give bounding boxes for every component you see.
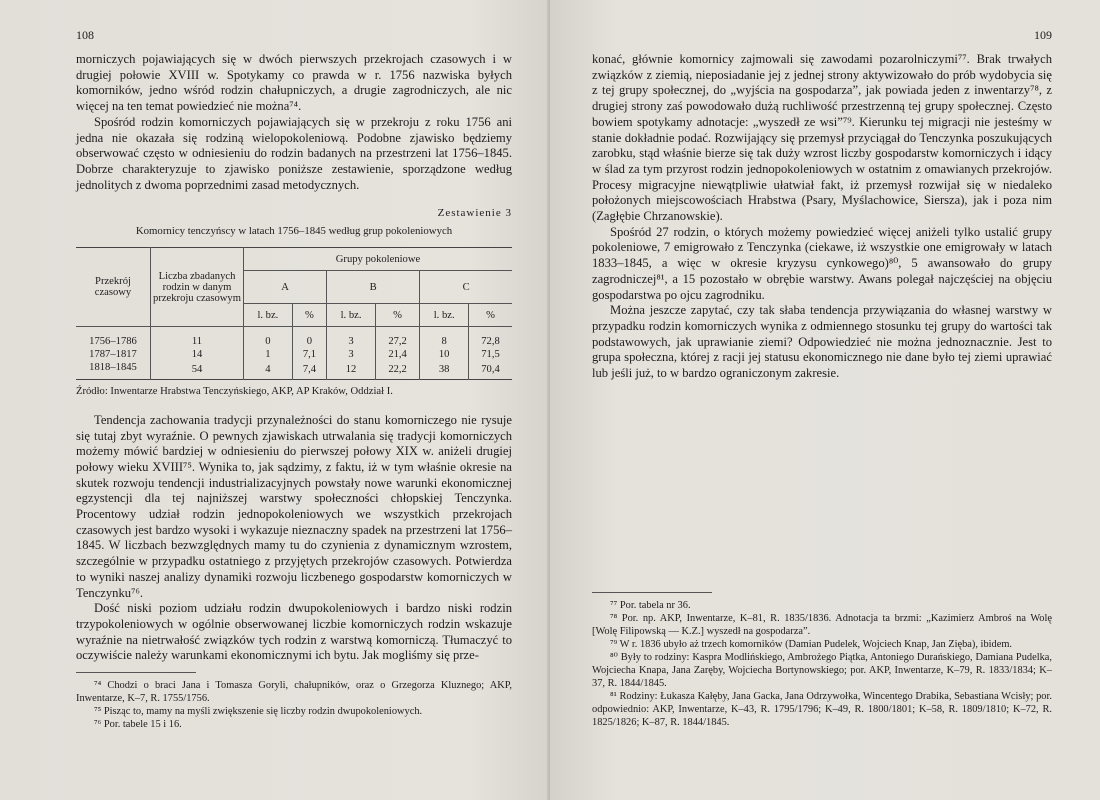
table-row bbox=[76, 348, 512, 361]
page-number: 108 bbox=[76, 28, 94, 42]
cell-b-n: 3 bbox=[327, 348, 376, 361]
paragraph: Spośród 27 rodzin, o których możemy powiedzieć więcej aniżeli tylko ustalić grupy pokoleniowe, 7 emigrowało z Tenczynka (ciekawe, iż wszystkie one emigrowały w latach 1833–1845, a więc w okresie kryzysu cynkowego)⁸⁰, 5 awansowało do grupy zagrodniczej⁸¹, a 15 pozostało w obrębie warstwy. Awans polegał najczęściej na objęciu gospodarstwa po ojcu zagrodniku. bbox=[592, 224, 1052, 302]
cell-count: 14 bbox=[151, 348, 244, 361]
paragraph: Można jeszcze zapytać, czy tak słaba tendencja przywiązania do własnej warstwy w przypadku rodzin komorniczych wynika z odmiennego stosunku tej grupy do wartości tak podstawowych, jak uprawianie ziemi? Odpowiedzieć nie można jednoznacznie. Jest to grupa społeczna, której z racji jej statusu ekonomicznego nie dane było tej ziemi uprawiać lub jeśli już, to w bardzo ograniczonym zakresie. bbox=[592, 303, 1052, 381]
col-header-period: Przekrój czasowy bbox=[76, 248, 151, 327]
footnote-separator bbox=[592, 592, 712, 593]
cell-c-n: 10 bbox=[420, 348, 469, 361]
sub-header-pct: % bbox=[469, 304, 512, 327]
paragraph: Tendencja zachowania tradycji przynależności do stanu komorniczego nie rysuje się tutaj zbyt wyraźnie. O pewnych zjawiskach utrwalania się tradycji komorniczych możemy mówić bardziej w odniesieniu do pierwszej połowy XIX w. aniżeli drugiej połowy wieku XVIII⁷⁵. Wynika to, jak sądzimy, z faktu, iż w tym właśnie okresie na skutek rozwoju tendencji industrializacyjnych powstały nowe warunki ekonomicznej egzystencji dla tej najniższej warstwy społeczności chłopskiej Tenczynka. Procentowy udział rodzin jednopokoleniowych we wszystkich przekrojach czasowych jest bardzo wysoki i wykazuje nieznaczny spadek na przestrzeni lat 1756–1845. W liczbach bezwzględnych mamy tu do czynienia z dynamicznym wzrostem, szczególnie w przypadku ostatniego z przyjętych przekrojów czasowych. Potwierdza to wyniki naszej analizy dynamiki rozwoju liczbenego gospodarstw komorniczych w Tenczynku⁷⁶. bbox=[76, 412, 512, 600]
footnote: ⁷⁶ Por. tabele 15 i 16. bbox=[94, 719, 182, 731]
cell-c-pct: 70,4 bbox=[469, 361, 512, 380]
left-page-body bbox=[76, 52, 512, 731]
right-page bbox=[550, 0, 1100, 800]
cell-a-n: 0 bbox=[244, 335, 293, 348]
cell-period: 1787–1817 bbox=[89, 348, 137, 360]
footnote: ⁸⁰ Były to rodziny: Kaspra Modlińskiego, Ambrożego Piątka, Antoniego Durańskiego, Damiana Pudelka, Wojciecha Knapa, Jana Zaręby, Wojciecha Bortynowskiego; por. AKP, Inwentarze, K–79, R. 1833/1834; K–37, R. 1844/1845. bbox=[592, 652, 1052, 689]
footnote: ⁷⁵ Pisząc to, mamy na myśli zwiększenie się liczby rodzin dwupokoleniowych. bbox=[94, 706, 423, 718]
right-page-body bbox=[592, 52, 1052, 382]
table-row bbox=[76, 335, 512, 348]
group-b-header: B bbox=[327, 271, 420, 304]
paragraph: konać, głównie komornicy zajmowali się zawodami pozarolniczymi⁷⁷. Brak trwałych związków z ziemią, nieposiadanie jej z jednej strony aktywizowało do prób wydobycia się z tej grupy społecznej, do „wyjścia na gospodarza”, jak powiada jeden z inwentarzy⁷⁸, z drugiej strony zaś powodowało dużą ruchliwość przestrzenną tej grupy społecznej. Często bowiem spotykamy adnotacje: „wyszedł ze wsi”⁷⁹. Kierunku tej migracji nie jesteśmy w stanie dokładnie podać. Rozwijający się przemysł przyciągał do Tenczynka poszukujących zarobku, stąd właśnie bierze się tak duży wzrost liczby gospodarstw komorniczych i idący w ślad za tym przyrost rodzin jednopokoleniowych w ostatnim z omawianych przekrojów. Procesy migracyjne niewątpliwie ułatwiał fakt, iż przemysł rozwijał się w niedaleko położonych miejscowościach Hrabstwa (Psary, Myślachowice, Siersza), jak i poza nim (Zagłębie Chrzanowskie). bbox=[592, 52, 1052, 224]
cell-a-pct: 7,4 bbox=[292, 361, 326, 380]
page-number: 109 bbox=[1034, 28, 1052, 42]
sub-header-pct: % bbox=[292, 304, 326, 327]
footnote: ⁷⁴ Chodzi o braci Jana i Tomasza Goryli, chałupników, oraz o Grzegorza Kluznego; AKP, Inwentarze, K–7, R. 1755/1756. bbox=[76, 680, 512, 705]
cell-b-pct: 21,4 bbox=[375, 348, 419, 361]
cell-a-pct: 7,1 bbox=[292, 348, 326, 361]
group-a-header: A bbox=[244, 271, 327, 304]
table-source: Źródło: Inwentarze Hrabstwa Tenczyńskiego, AKP, AP Kraków, Oddział I. bbox=[76, 385, 393, 397]
footnote: ⁷⁷ Por. tabela nr 36. bbox=[610, 600, 691, 611]
sub-header-lbz: l. bz. bbox=[420, 304, 469, 327]
cell-period: 1756–1786 bbox=[89, 335, 137, 347]
footnote-separator bbox=[76, 672, 196, 673]
cell-a-pct: 0 bbox=[292, 335, 326, 348]
sub-header-lbz: l. bz. bbox=[327, 304, 376, 327]
table-label: Zestawienie 3 bbox=[437, 207, 512, 220]
cell-count: 54 bbox=[151, 361, 244, 380]
cell-b-n: 12 bbox=[327, 361, 376, 380]
table-row bbox=[76, 361, 512, 380]
group-c-header: C bbox=[420, 271, 512, 304]
cell-c-pct: 71,5 bbox=[469, 348, 512, 361]
cell-a-n: 4 bbox=[244, 361, 293, 380]
footnote: ⁷⁹ W r. 1836 ubyło aż trzech komorników (Damian Pudelek, Wojciech Knap, Jan Zięba), ibidem. bbox=[610, 639, 1013, 650]
table-title: Komornicy tenczyńscy w latach 1756–1845 według grup pokoleniowych bbox=[135, 225, 453, 238]
right-footnotes bbox=[592, 584, 1052, 729]
generation-groups-table bbox=[76, 247, 512, 380]
cell-c-n: 38 bbox=[420, 361, 469, 380]
cell-a-n: 1 bbox=[244, 348, 293, 361]
cell-b-pct: 22,2 bbox=[375, 361, 419, 380]
footnote: ⁷⁸ Por. np. AKP, Inwentarze, K–81, R. 1835/1836. Adnotacja ta brzmi: „Kazimierz Ambroś na Wolę [Wolę Filipowską — K.Z.] wyszedł na gospodarza”. bbox=[592, 613, 1052, 637]
footnote: ⁸¹ Rodziny: Łukasza Kałęby, Jana Gacka, Jana Odrzywołka, Wincentego Drabika, Sebastiana Wcisły; por. odpowiednio: AKP, Inwentarze, K–43, R. 1795/1796; K–49, R. 1800/1801; K–58, R. 1809/1810; K–72, R. 1825/1826; K–87, R. 1844/1845. bbox=[592, 691, 1052, 728]
cell-b-n: 3 bbox=[327, 335, 376, 348]
cell-b-pct: 27,2 bbox=[375, 335, 419, 348]
col-header-groups: Grupy pokoleniowe bbox=[244, 248, 513, 271]
sub-header-pct: % bbox=[375, 304, 419, 327]
cell-c-pct: 72,8 bbox=[469, 335, 512, 348]
cell-period: 1818–1845 bbox=[89, 361, 137, 373]
sub-header-lbz: l. bz. bbox=[244, 304, 293, 327]
paragraph: Spośród rodzin komorniczych pojawiających się w przekroju z roku 1756 ani jedna nie okazała się rodziną wielopokoleniową. Podobne zjawisko będziemy obserwować często w odniesieniu do rodzin badanych na przestrzeni lat 1756–1845. Dobrze charakteryzuje to zjawisko poniższe zestawienie, sporządzone według jednolitych z dwoma poprzednimi zasad metodycznych. bbox=[76, 114, 512, 192]
paragraph: Dość niski poziom udziału rodzin dwupokoleniowych i bardzo niski rodzin trzypokoleniowych w ogólnie obserwowanej liczbie komorniczych rodzin wskazuje wyraźnie na nietrwałość związków tych rodzin z warstwą komorniczą. Tłumaczyć to oczywiście należy warunkami ekonomicznymi ich bytu. Jak mogliśmy się prze- bbox=[76, 601, 512, 663]
cell-c-n: 8 bbox=[420, 335, 469, 348]
paragraph: morniczych pojawiających się w dwóch pierwszych przekrojach czasowych i w drugiej połowie XVIII w. Spotykamy co prawda w r. 1756 nazwiska byłych komorników, jedno wśród rodzin chałupniczych, a drugie zagrodniczych, ale nic więcej na ten temat powiedzieć nie można⁷⁴. bbox=[76, 52, 512, 114]
col-header-count: Liczba zbadanych rodzin w danym przekroju czasowym bbox=[151, 248, 244, 327]
cell-count: 11 bbox=[151, 335, 244, 348]
